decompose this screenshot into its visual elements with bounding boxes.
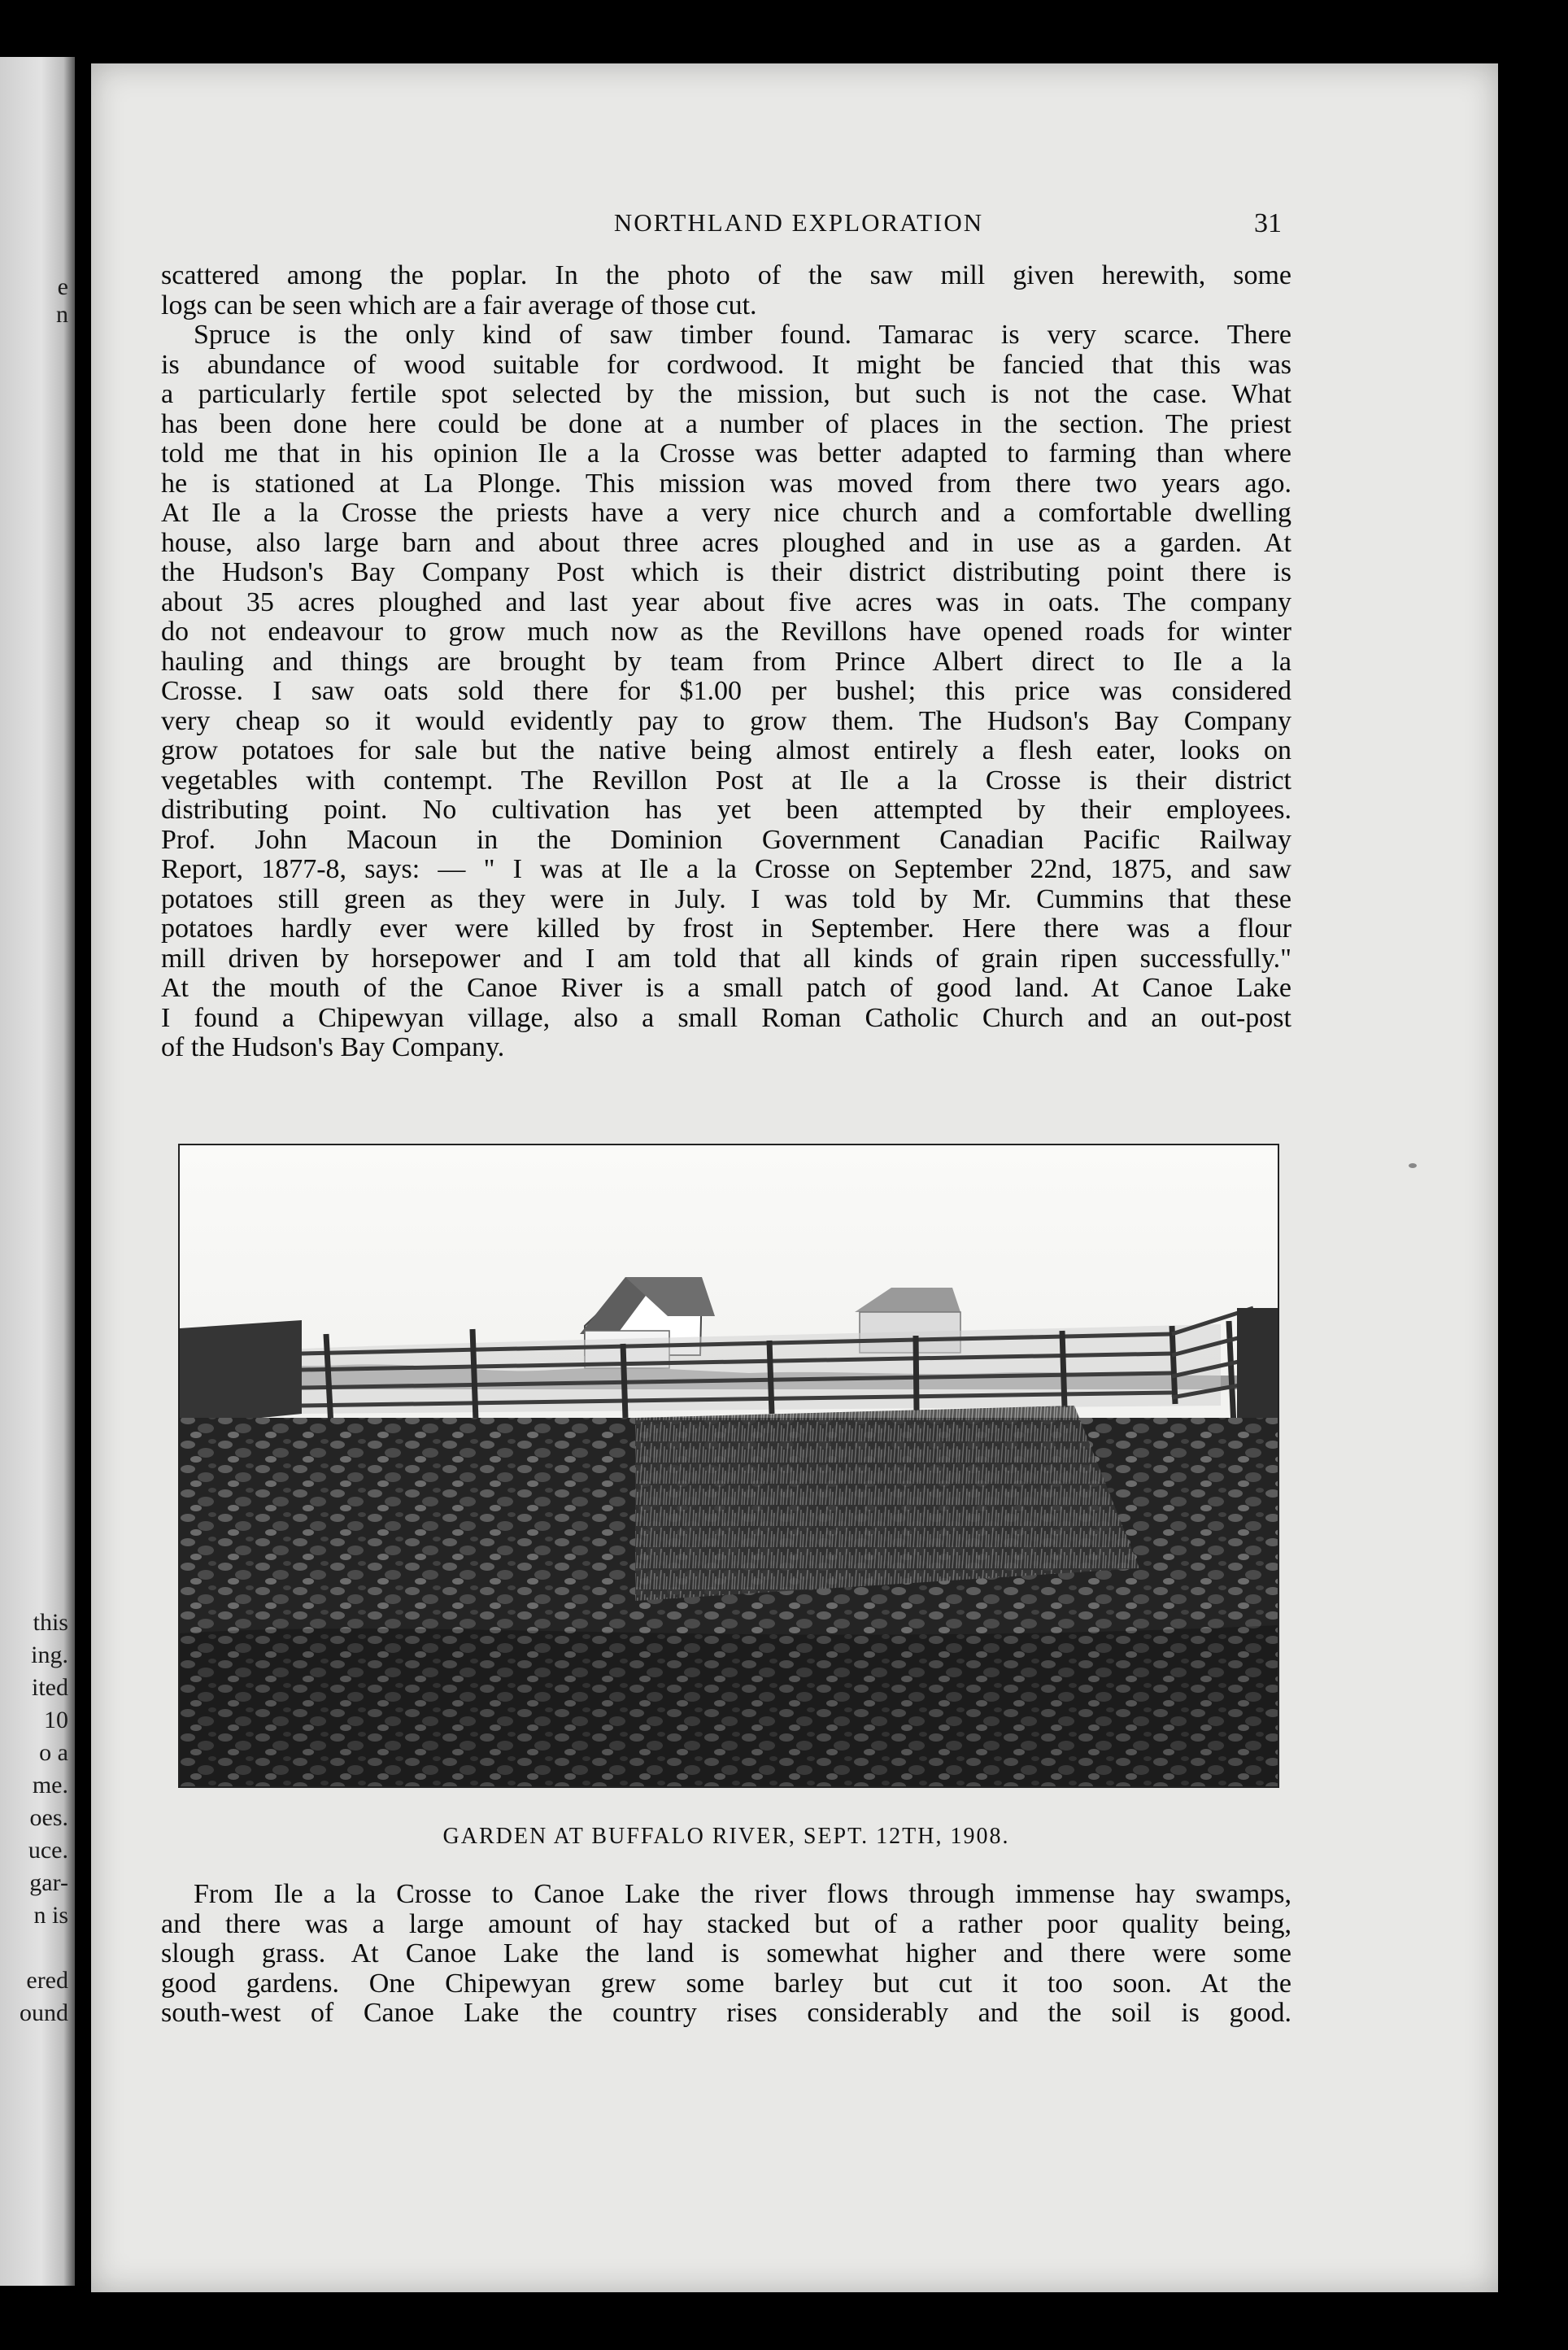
facing-page-fragment: ered bbox=[26, 1967, 68, 1994]
facing-page-fragment: n bbox=[56, 301, 68, 328]
text-line: south-west of Canoe Lake the country rises considerably and the soil is good. bbox=[161, 1999, 1291, 2028]
facing-page-fragment: n is bbox=[33, 1902, 68, 1929]
text-line: potatoes still green as they were in July. I was told by Mr. Cummins that these bbox=[161, 884, 1291, 914]
facing-page-fragment: this bbox=[33, 1609, 68, 1636]
text-line: is abundance of wood suitable for cordwood. It might be fancied that this was bbox=[161, 350, 1291, 380]
facing-page-fragment: uce. bbox=[28, 1837, 68, 1864]
text-line: a particularly fertile spot selected by the mission, but such is not the case. What bbox=[161, 380, 1291, 409]
facing-page-fragment: ited bbox=[32, 1674, 68, 1701]
facing-page-fragment: me. bbox=[32, 1772, 68, 1798]
text-line: Crosse. I saw oats sold there for $1.00 per bushel; this price was considered bbox=[161, 677, 1291, 706]
running-header bbox=[91, 208, 1498, 241]
garden-photo-illustration bbox=[180, 1145, 1278, 1786]
page-speck bbox=[1409, 1163, 1417, 1168]
text-line: At Ile a la Crosse the priests have a very nice church and a comfortable dwelling bbox=[161, 499, 1291, 528]
book-page bbox=[91, 63, 1498, 2292]
facing-page-fragment: ing. bbox=[31, 1642, 68, 1668]
text-line: of the Hudson's Bay Company. bbox=[161, 1033, 505, 1062]
facing-page-edge bbox=[0, 57, 75, 2286]
text-line: slough grass. At Canoe Lake the land is somewhat higher and there were some bbox=[161, 1939, 1291, 1969]
facing-page-fragment: 10 bbox=[44, 1707, 68, 1733]
text-line: From Ile a la Crosse to Canoe Lake the river flows through immense hay swamps, bbox=[194, 1880, 1291, 1909]
text-line: vegetables with contempt. The Revillon Post at Ile a la Crosse is their district bbox=[161, 765, 1291, 796]
text-line: mill driven by horsepower and I am told that all kinds of grain ripen successfully." bbox=[161, 944, 1291, 974]
facing-page-fragment: oes. bbox=[29, 1804, 68, 1831]
text-line: has been done here could be done at a number of places in the section. The priest bbox=[161, 409, 1291, 439]
text-line: At the mouth of the Canoe River is a small patch of good land. At Canoe Lake bbox=[161, 974, 1291, 1003]
text-line: he is stationed at La Plonge. This mission was moved from there two years ago. bbox=[161, 469, 1291, 499]
text-line: logs can be seen which are a fair average of those cut. bbox=[161, 290, 757, 320]
text-line: good gardens. One Chipewyan grew some barley but cut it too soon. At the bbox=[161, 1969, 1291, 1999]
facing-page-fragment: gar- bbox=[29, 1869, 68, 1896]
text-line: grow potatoes for sale but the native being almost entirely a flesh eater, looks on bbox=[161, 736, 1291, 765]
text-line: house, also large barn and about three acres ploughed and in use as a garden. At bbox=[161, 528, 1291, 558]
text-line: distributing point. No cultivation has yet been attempted by their employees. bbox=[161, 796, 1291, 825]
photo-caption: GARDEN AT BUFFALO RIVER, SEPT. 12TH, 1908. bbox=[442, 1824, 1010, 1849]
facing-page-fragment: o a bbox=[39, 1739, 68, 1766]
running-header-title: NORTHLAND EXPLORATION bbox=[613, 208, 984, 237]
text-line: scattered among the poplar. In the photo of the saw mill given herewith, some bbox=[161, 261, 1291, 290]
text-line: hauling and things are brought by team from Prince Albert direct to Ile a la bbox=[161, 647, 1291, 677]
text-line: Prof. John Macoun in the Dominion Government Canadian Pacific Railway bbox=[161, 825, 1291, 855]
text-line: told me that in his opinion Ile a la Crosse was better adapted to farming than where bbox=[161, 439, 1291, 469]
body-text-top bbox=[161, 261, 1291, 1063]
text-line: the Hudson's Bay Company Post which is their district distributing point there is bbox=[161, 558, 1291, 587]
text-line: and there was a large amount of hay stacked but of a rather poor quality being, bbox=[161, 1909, 1291, 1939]
text-line: do not endeavour to grow much now as the Revillons have opened roads for winter bbox=[161, 617, 1291, 647]
facing-page-fragment: ound bbox=[20, 1999, 68, 2026]
page-number: 31 bbox=[1254, 208, 1282, 238]
text-line: I found a Chipewyan village, also a small Roman Catholic Church and an out-post bbox=[161, 1003, 1291, 1033]
body-text-bottom bbox=[161, 1880, 1291, 2029]
text-line: Report, 1877-8, says: — " I was at Ile a la Crosse on September 22nd, 1875, and saw bbox=[161, 855, 1291, 884]
facing-page-fragment: e bbox=[57, 273, 68, 300]
text-line: Spruce is the only kind of saw timber found. Tamarac is very scarce. There bbox=[194, 320, 1291, 350]
text-line: very cheap so it would evidently pay to grow them. The Hudson's Bay Company bbox=[161, 706, 1291, 736]
text-line: potatoes hardly ever were killed by frost in September. Here there was a flour bbox=[161, 914, 1291, 944]
garden-photograph bbox=[178, 1144, 1279, 1788]
text-line: about 35 acres ploughed and last year about five acres was in oats. The company bbox=[161, 587, 1291, 617]
